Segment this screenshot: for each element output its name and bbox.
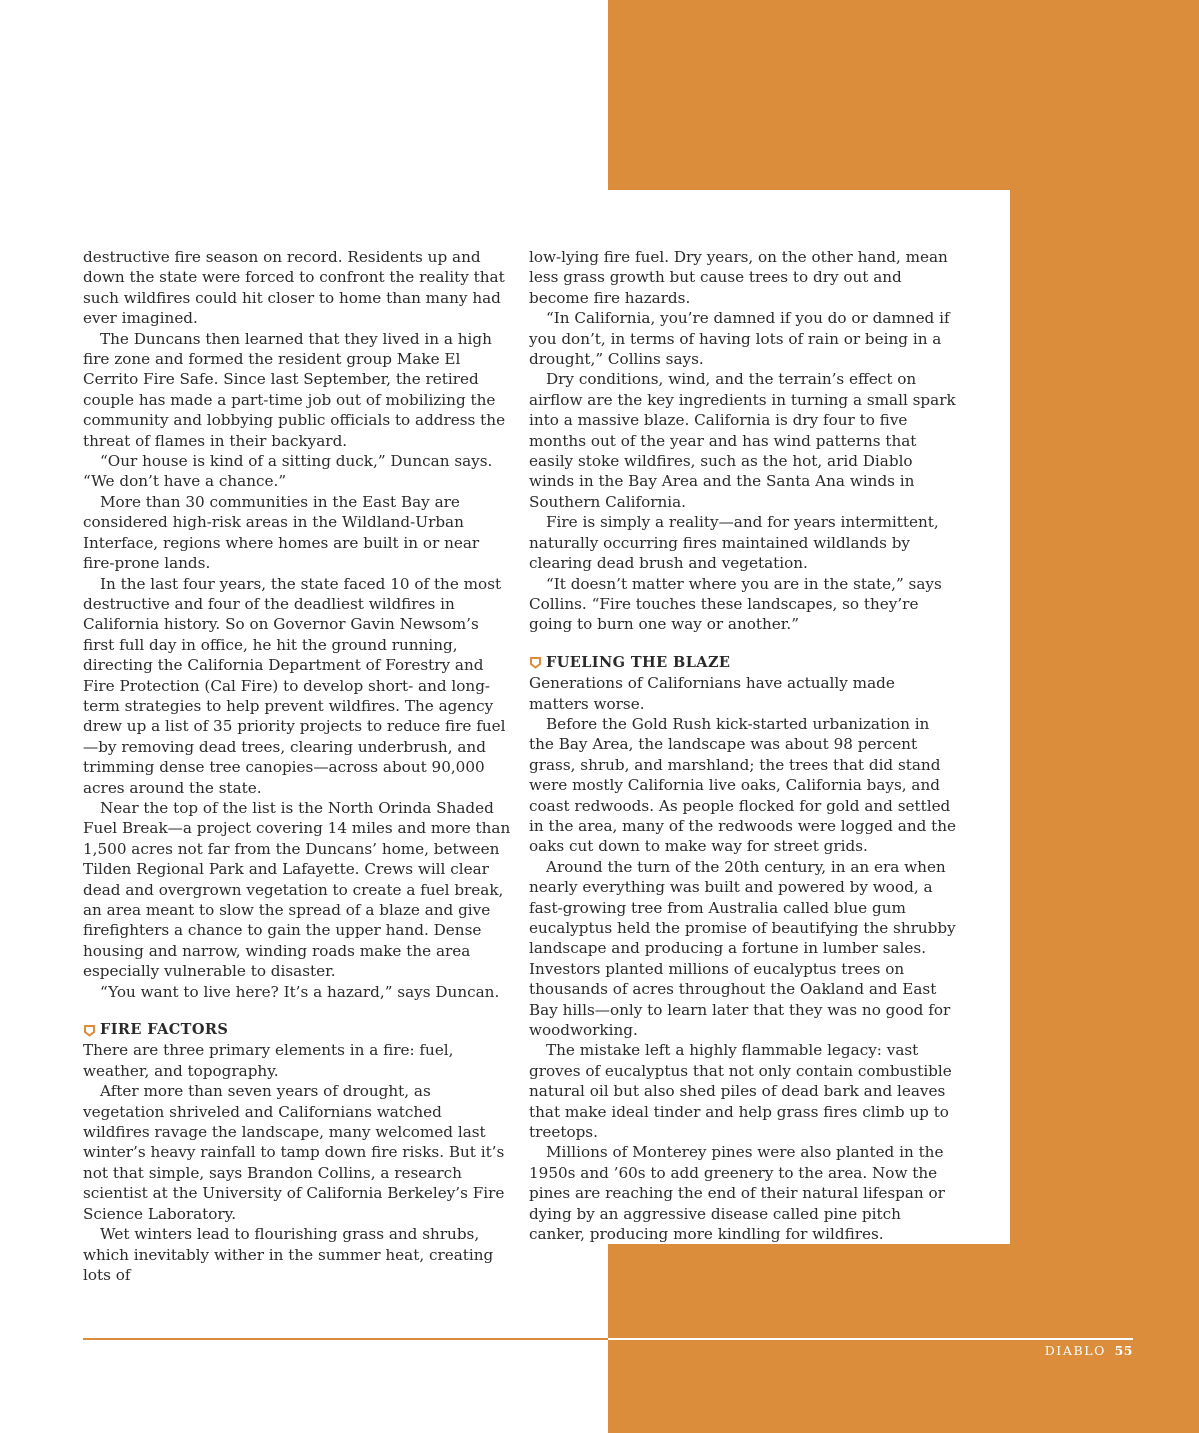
paragraph: “It doesn’t matter where you are in the state,” says Collins. “Fire touches these landscapes, so they’re going to burn one way or another.” bbox=[529, 574, 942, 634]
magazine-name: DIABLO bbox=[1044, 1343, 1107, 1358]
decorative-orange-block-right bbox=[1010, 0, 1199, 1433]
article-column-right bbox=[529, 247, 957, 1245]
section-heading-fueling-the-blaze bbox=[529, 653, 957, 673]
page-number: 55 bbox=[1114, 1343, 1133, 1358]
paragraph: Generations of Californians have actually made matters worse. bbox=[529, 674, 895, 713]
paragraph: More than 30 communities in the East Bay are considered high-risk areas in the Wildland-Urban Interface, regions where homes are built in or near fire-prone lands. bbox=[83, 492, 480, 573]
paragraph: Around the turn of the 20th century, in an era when nearly everything was built and powered by wood, a fast-growing tree from Australia called blue gum eucalyptus held the promise of beautifying the shrubby landscape and producing a fortune in lumber sales. Investors planted millions of eucalyptus trees on thousands of acres throughout the Oakland and East Bay hills—only to learn later that they was no good for woodworking. bbox=[529, 857, 956, 1040]
section-heading-label: FUELING THE BLAZE bbox=[546, 653, 731, 671]
paragraph: The mistake left a highly flammable legacy: vast groves of eucalyptus that not only contain combustible natural oil but also shed piles of dead bark and leaves that make ideal tinder and help grass fires climb up to treetops. bbox=[529, 1041, 952, 1142]
badge-icon bbox=[83, 1024, 96, 1037]
paragraph: Fire is simply a reality—and for years intermittent, naturally occurring fires maintained wildlands by clearing dead brush and vegetation. bbox=[529, 513, 939, 573]
badge-icon bbox=[529, 656, 542, 669]
paragraph: There are three primary elements in a fire: fuel, weather, and topography. bbox=[83, 1041, 454, 1080]
footer-rule bbox=[83, 1338, 608, 1340]
section-heading-label: FIRE FACTORS bbox=[100, 1021, 229, 1039]
paragraph: Near the top of the list is the North Orinda Shaded Fuel Break—a project covering 14 miles and more than 1,500 acres not far from the Duncans’ home, between Tilden Regional Park and Lafayette. Crews will clear dead and overgrown vegetation to create a fuel break, an area meant to slow the spread of a blaze and give firefighters a chance to gain the upper hand. Dense housing and narrow, winding roads make the area especially vulnerable to disaster. bbox=[83, 798, 511, 981]
paragraph: After more than seven years of drought, as vegetation shriveled and Californians watched wildfires ravage the landscape, many welcomed last winter’s heavy rainfall to tamp down fire risks. But it’s not that simple, says Brandon Collins, a research scientist at the University of California Berkeley’s Fire Science Laboratory. bbox=[83, 1082, 505, 1223]
page-footer bbox=[1045, 1343, 1133, 1358]
paragraph: “You want to live here? It’s a hazard,” says Duncan. bbox=[100, 982, 500, 1001]
paragraph: The Duncans then learned that they lived in a high fire zone and formed the resident group Make El Cerrito Fire Safe. Since last September, the retired couple has made a part-time job out of mobilizing the community and lobbying public officials to address the threat of flames in their backyard. bbox=[83, 329, 506, 450]
paragraph: Wet winters lead to flourishing grass and shrubs, which inevitably wither in the summer heat, creating lots of bbox=[83, 1225, 494, 1284]
paragraph: destructive fire season on record. Residents up and down the state were forced to confront the reality that such wildfires could hit closer to home than many had ever imagined. bbox=[83, 248, 505, 328]
paragraph: “Our house is kind of a sitting duck,” Duncan says. “We don’t have a chance.” bbox=[83, 452, 493, 491]
paragraph: In the last four years, the state faced 10 of the most destructive and four of the deadliest wildfires in California history. So on Governor Gavin Newsom’s first full day in office, he hit the ground running, directing the California Department of Forestry and Fire Protection (Cal Fire) to develop short- and long-term strategies to help prevent wildfires. The agency drew up a list of 35 priority projects to reduce fire fuel—by removing dead trees, clearing underbrush, and trimming dense tree canopies—across about 90,000 acres around the state. bbox=[83, 574, 506, 797]
section-heading-fire-factors bbox=[83, 1020, 511, 1040]
paragraph: low-lying fire fuel. Dry years, on the other hand, mean less grass growth but cause trees to dry out and become fire hazards. bbox=[529, 248, 948, 307]
paragraph: Dry conditions, wind, and the terrain’s effect on airflow are the key ingredients in turning a small spark into a massive blaze. California is dry four to five months out of the year and has wind patterns that easily stoke wildfires, such as the hot, arid Diablo winds in the Bay Area and the Santa Ana winds in Southern California. bbox=[529, 370, 956, 511]
paragraph: “In California, you’re damned if you do or damned if you don’t, in terms of having lots of rain or being in a drought,” Collins says. bbox=[529, 309, 950, 369]
paragraph: Before the Gold Rush kick-started urbanization in the Bay Area, the landscape was about 98 percent grass, shrub, and marshland; the trees that did stand were mostly California live oaks, California bays, and coast redwoods. As people flocked for gold and settled in the area, many of the redwoods were logged and the oaks cut down to make way for street grids. bbox=[529, 714, 957, 856]
paragraph: Millions of Monterey pines were also planted in the 1950s and ’60s to add greenery to the area. Now the pines are reaching the end of their natural lifespan or dying by an aggressive disease called pine pitch canker, producing more kindling for wildfires. bbox=[529, 1143, 945, 1244]
footer-rule bbox=[608, 1338, 1133, 1340]
article-column-left bbox=[83, 247, 511, 1285]
